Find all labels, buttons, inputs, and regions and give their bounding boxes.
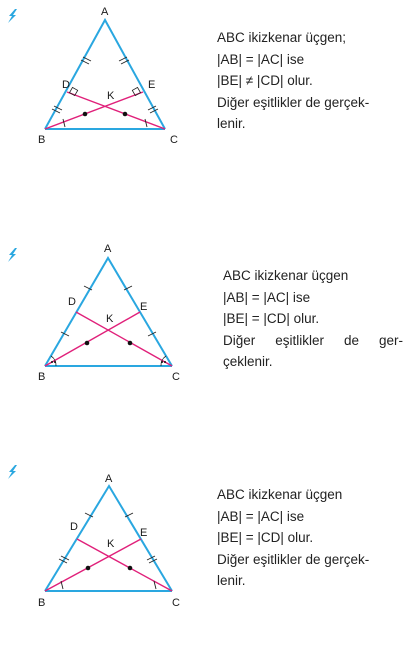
segment-cd [77,539,172,591]
segment-cd [76,312,172,366]
lightning-bolt-icon [4,464,20,480]
vertex-label-b: B [38,134,46,146]
desc-line: |AB| = |AC| ise [217,51,305,67]
desc-line: |BE| = |CD| olur. [217,530,314,545]
example-block-2 [0,240,407,440]
dot-on-cd [128,341,133,346]
vertex-label-c: C [172,371,180,383]
point-label-e: E [140,301,148,313]
sides-ab-ac [45,258,172,366]
angle-dot-b [51,361,53,363]
vertex-label-c: C [172,597,180,609]
point-label-d: D [62,79,70,91]
example-block-1 [0,0,407,200]
segment-cd [67,92,165,129]
tick-near-b [63,119,65,127]
angle-dot-b-2 [54,361,56,363]
dot-on-be [86,566,91,571]
angle-dot-c-2 [164,361,166,363]
description-2 [223,265,403,373]
desc-line: çeklenir. [223,354,273,369]
lightning-bolt-icon [4,8,20,24]
point-label-e: E [140,527,148,539]
desc-line: Diğer eşitlikler de gerçek- [217,551,370,567]
segment-be [45,539,141,591]
vertex-label-a: A [104,243,112,255]
desc-line: lenir. [217,573,246,588]
description-3 [217,484,402,592]
desc-line: |AB| = |AC| ise [217,508,305,524]
vertex-label-b: B [38,597,46,609]
desc-line: ABC ikizkenar üçgen [217,487,343,502]
segment-be [45,92,143,129]
triangle-figure-3 [30,455,200,615]
angle-dot-c [161,361,163,363]
desc-line: ABC ikizkenar üçgen; [217,30,347,45]
point-label-d: D [68,296,76,308]
lightning-bolt-icon [4,247,20,263]
desc-line: |AB| = |AC| ise [223,289,311,305]
desc-line: Diğer eşitlikler de gerçek- [217,94,370,110]
description-1 [217,27,402,135]
vertex-label-b: B [38,371,46,383]
desc-line: ABC ikizkenar üçgen [223,268,349,283]
dot-on-cd [123,112,128,117]
dot-on-be [83,112,88,117]
vertex-label-a: A [101,6,109,18]
desc-line: Diğer eşitlikler de ger- [223,332,403,348]
example-block-3 [0,455,407,655]
triangle-figure-2 [30,240,200,390]
sides-ab-ac [45,20,165,129]
segment-be [45,312,140,366]
vertex-label-a: A [105,473,113,485]
vertex-label-c: C [170,134,178,146]
point-label-d: D [70,521,78,533]
triangle-figure-1 [30,0,200,160]
point-label-k: K [107,538,115,550]
desc-line: |BE| ≠ |CD| olur. [217,73,313,88]
desc-line: lenir. [217,116,246,131]
tick-near-c [145,119,147,127]
dot-on-be [85,341,90,346]
dot-on-cd [128,566,133,571]
point-label-k: K [106,313,114,325]
point-label-e: E [148,79,156,91]
point-label-k: K [107,90,115,102]
desc-line: |BE| = |CD| olur. [223,311,320,326]
